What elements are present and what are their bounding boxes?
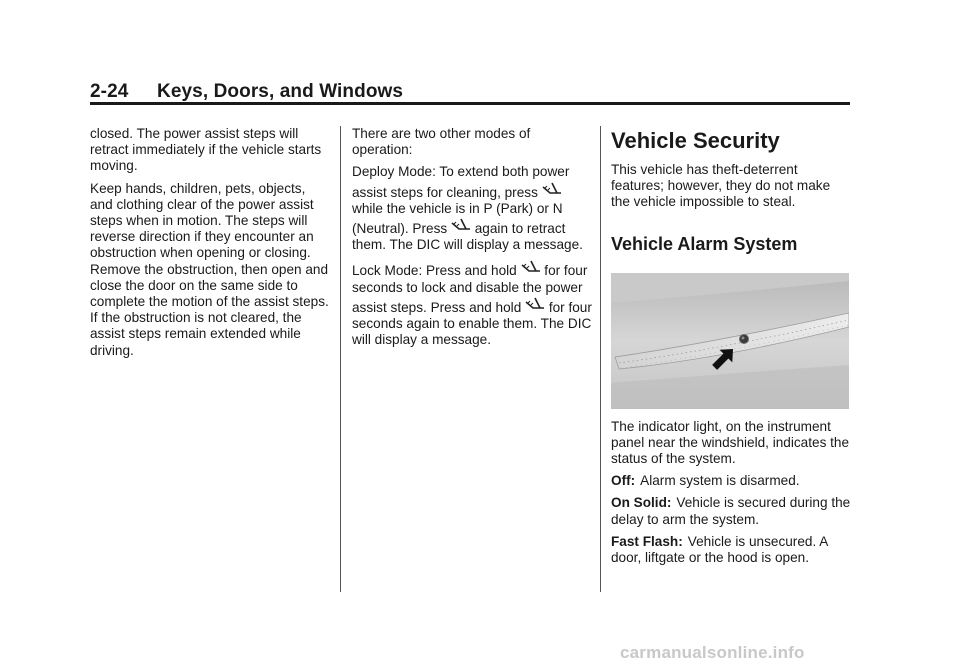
watermark[interactable]: carmanualsonline.info <box>620 643 805 662</box>
paragraph: closed. The power assist steps will retract immediately if the vehicle starts moving. <box>90 126 322 174</box>
column-divider <box>340 126 341 592</box>
photo-caption: The indicator light, on the instrument panel near the windshield, indicates the status of the system. <box>611 418 850 467</box>
text-run: for four seconds to lock and disable the power assist steps. Press and hold <box>352 263 588 315</box>
assist-step-icon <box>525 296 545 314</box>
text-run: Lock Mode: Press and hold <box>352 263 517 279</box>
section-heading: Vehicle Security <box>611 128 780 153</box>
status-text: Vehicle is unsecured. A door, liftgate or the hood is open. <box>611 533 828 566</box>
paragraph: This vehicle has theft-deterrent features; however, they do not make the vehicle impossible to steal. <box>611 162 831 210</box>
column-divider <box>600 126 601 592</box>
text-run: for four seconds again to enable them. The DIC will display a message. <box>352 299 592 348</box>
subsection-heading: Vehicle Alarm System <box>611 233 798 254</box>
text-run: Deploy Mode: To extend both power assist steps for cleaning, press <box>352 164 570 200</box>
assist-step-icon <box>451 217 471 235</box>
paragraph: There are two other modes of operation: <box>352 126 531 158</box>
status-label: On Solid: <box>611 495 672 511</box>
deploy-mode-paragraph <box>352 164 592 253</box>
status-item <box>611 473 851 489</box>
column-3 <box>611 126 851 572</box>
paragraph: Keep hands, children, pets, objects, and clothing clear of the power assist steps when in motion. The steps will reverse direction if they encounter an obstruction when opening or closing. Remove the obstruction, then open and close the door on the same side to complete the motion of the assist steps. If the obstruction is not cleared, the assist steps remain extended while driving. <box>90 180 329 358</box>
assist-step-icon <box>521 259 541 277</box>
text-run: again to retract them. The DIC will display a message. <box>352 221 583 253</box>
alarm-indicator-photo <box>611 273 849 409</box>
lock-mode-paragraph <box>352 259 592 348</box>
column-2 <box>352 126 592 354</box>
status-label: Off: <box>611 473 636 489</box>
status-item <box>611 495 851 527</box>
assist-step-icon <box>542 181 562 199</box>
status-label: Fast Flash: <box>611 533 683 549</box>
page-number: 2-24 <box>90 81 129 102</box>
header-rule <box>90 102 850 105</box>
status-text: Vehicle is secured during the delay to arm the system. <box>611 495 851 527</box>
status-text: Alarm system is disarmed. <box>640 473 800 489</box>
section-title: Keys, Doors, and Windows <box>157 81 404 102</box>
column-1 <box>90 126 330 365</box>
page-header <box>90 81 850 103</box>
status-item <box>611 534 851 566</box>
text-run: while the vehicle is in P (Park) or N (Neutral). Press <box>352 200 563 237</box>
